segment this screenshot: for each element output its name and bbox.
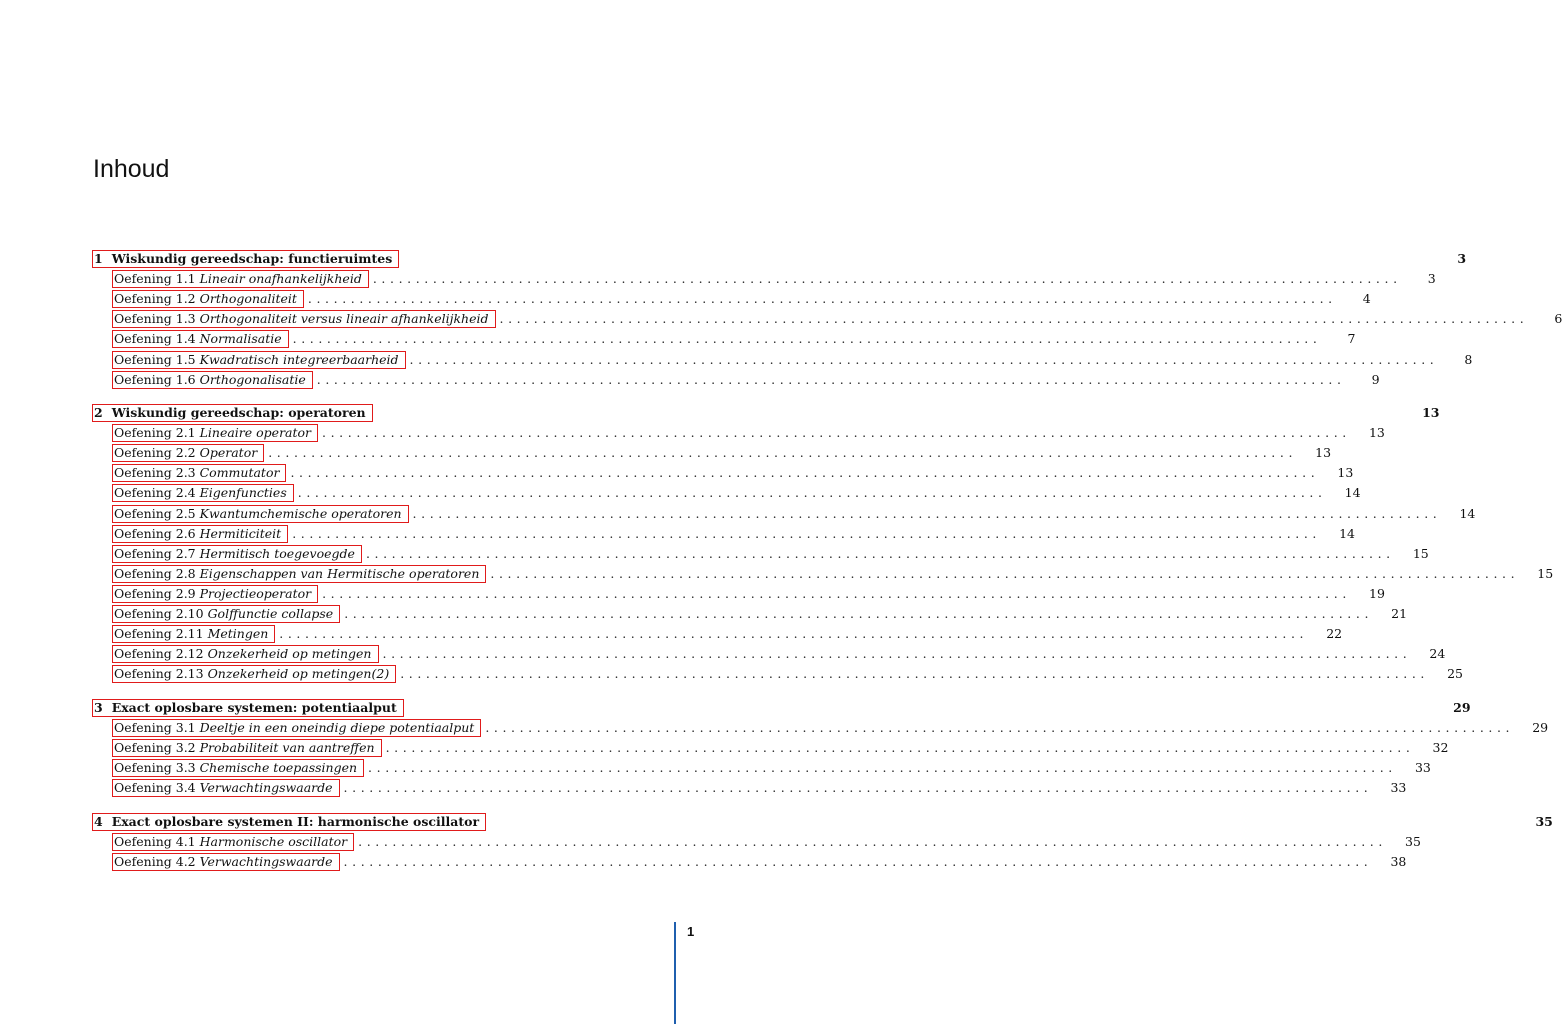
toc-entry-link[interactable]	[112, 779, 340, 797]
exercise-number: Oefening 1.3	[114, 311, 196, 327]
exercise-number: Oefening 2.13	[114, 666, 204, 682]
chapter-title: Exact oplosbare systemen II: harmonische oscillator	[111, 814, 480, 829]
exercise-number: Oefening 1.5	[114, 351, 196, 367]
toc-entry-row	[112, 269, 1436, 289]
dot-leader: ........................................................................................................................	[499, 311, 1529, 327]
dot-leader: ........................................................................................................................	[368, 760, 1397, 776]
toc-entry-link[interactable]	[112, 464, 286, 482]
dot-leader: ........................................................................................................................	[365, 545, 1395, 561]
exercise-number: Oefening 2.12	[114, 646, 204, 662]
toc-entry-row	[112, 852, 1407, 872]
toc-entry-link[interactable]	[112, 525, 288, 543]
exercise-title: Metingen	[207, 626, 269, 642]
exercise-title: Kwadratisch integreerbaarheid	[199, 351, 399, 367]
toc-chapter-row	[92, 249, 1467, 269]
dot-leader: ........................................................................................................................	[343, 854, 1373, 870]
toc-chapter-row	[92, 698, 1471, 718]
page-margin-rule	[674, 922, 676, 1024]
toc-chapter-link[interactable]	[92, 404, 373, 422]
chapter-title: Wiskundig gereedschap: functieruimtes	[111, 251, 393, 266]
dot-leader: ........................................................................................................................	[412, 505, 1442, 521]
chapter-title: Exact oplosbare systemen: potentiaalput	[111, 700, 397, 715]
exercise-title: Verwachtingswaarde	[199, 854, 333, 870]
chapter-page-number: 3	[1457, 251, 1467, 266]
toc-entry-row	[112, 718, 1549, 738]
entry-page-number: 3	[1427, 271, 1436, 287]
toc-entry-row	[112, 778, 1407, 798]
toc-chapter-link[interactable]	[92, 699, 404, 717]
dot-leader: ........................................................................................................................	[358, 834, 1387, 850]
toc-entry-row	[112, 758, 1431, 778]
toc-entry-row	[112, 370, 1380, 390]
entry-page-number: 6	[1554, 311, 1562, 327]
toc-entry-link[interactable]	[112, 351, 406, 369]
dot-leader: ........................................................................................................................	[292, 331, 1322, 347]
toc-entry-link[interactable]	[112, 505, 409, 523]
exercise-title: Projectieoperator	[199, 585, 312, 601]
chapter-number: 4	[94, 814, 103, 829]
toc-entry-row	[112, 564, 1554, 584]
dot-leader: ........................................................................................................................	[409, 351, 1439, 367]
toc-entry-link[interactable]	[112, 719, 481, 737]
dot-leader: ........................................................................................................................	[307, 291, 1337, 307]
entry-page-number: 15	[1537, 565, 1554, 581]
entry-page-number: 24	[1429, 646, 1446, 662]
chapter-title: Wiskundig gereedschap: operatoren	[111, 405, 366, 420]
toc-entry-row	[112, 624, 1343, 644]
exercise-number: Oefening 3.2	[114, 740, 196, 756]
entry-page-number: 35	[1405, 834, 1421, 850]
chapter-page-number: 35	[1535, 814, 1553, 829]
exercise-number: Oefening 2.8	[114, 565, 196, 581]
toc-entry-row	[112, 664, 1464, 684]
exercise-title: Commutator	[199, 465, 280, 481]
toc-entry-row	[112, 329, 1356, 349]
exercise-number: Oefening 3.4	[114, 780, 196, 796]
toc-entry-row	[112, 350, 1473, 370]
exercise-number: Oefening 2.7	[114, 545, 196, 561]
toc-entry-row	[112, 443, 1332, 463]
entry-page-number: 4	[1362, 291, 1371, 307]
dot-leader: ........................................................................................................................	[343, 780, 1373, 796]
exercise-title: Hermiticiteit	[199, 525, 282, 541]
dot-leader: ........................................................................................................................	[316, 371, 1346, 387]
exercise-title: Orthogonalisatie	[199, 371, 306, 387]
toc-entry-link[interactable]	[112, 665, 396, 683]
entry-page-number: 8	[1464, 351, 1473, 367]
toc-entry-link[interactable]	[112, 310, 496, 328]
entry-page-number: 38	[1390, 854, 1407, 870]
entry-page-number: 14	[1459, 505, 1476, 521]
exercise-number: Oefening 3.1	[114, 720, 196, 736]
dot-leader: ........................................................................................................................	[322, 425, 1351, 441]
toc-entry-link[interactable]	[112, 645, 379, 663]
exercise-number: Oefening 2.9	[114, 585, 196, 601]
toc-entry-link[interactable]	[112, 565, 486, 583]
exercise-number: Oefening 2.3	[114, 465, 196, 481]
toc-entry-link[interactable]	[112, 759, 364, 777]
toc-entry-link[interactable]	[112, 585, 318, 603]
chapter-number: 1	[94, 251, 103, 266]
exercise-number: Oefening 1.2	[114, 291, 196, 307]
exercise-title: Orthogonaliteit versus lineair afhankelijkheid	[199, 311, 489, 327]
dot-leader: ........................................................................................................................	[279, 626, 1309, 642]
entry-page-number: 22	[1326, 626, 1343, 642]
chapter-number: 3	[94, 700, 103, 715]
toc-entry-row	[112, 289, 1371, 309]
dot-leader: ........................................................................................................................	[400, 666, 1430, 682]
exercise-number: Oefening 3.3	[114, 760, 196, 776]
toc-entry-row	[112, 544, 1429, 564]
toc-entry-row	[112, 423, 1385, 443]
exercise-number: Oefening 4.2	[114, 854, 196, 870]
dot-leader: ........................................................................................................................	[485, 720, 1515, 736]
chapter-number: 2	[94, 405, 103, 420]
toc-entry-link[interactable]	[112, 545, 362, 563]
toc-entry-link[interactable]	[112, 290, 304, 308]
exercise-number: Oefening 2.5	[114, 505, 196, 521]
toc-entry-link[interactable]	[112, 371, 313, 389]
toc-entry-row	[112, 309, 1562, 329]
exercise-title: Hermitisch toegevoegde	[199, 545, 355, 561]
exercise-number: Oefening 2.1	[114, 425, 196, 441]
toc-entry-row	[112, 644, 1446, 664]
entry-page-number: 33	[1390, 780, 1407, 796]
entry-page-number: 13	[1315, 445, 1332, 461]
exercise-number: Oefening 2.2	[114, 445, 196, 461]
exercise-title: Deeltje in een oneindig diepe potentiaalput	[199, 720, 475, 736]
chapter-page-number: 29	[1453, 700, 1471, 715]
entry-page-number: 9	[1371, 371, 1380, 387]
toc-entry-link[interactable]	[112, 739, 382, 757]
exercise-number: Oefening 1.1	[114, 271, 196, 287]
exercise-title: Operator	[199, 445, 258, 461]
toc-entry-link[interactable]	[112, 625, 275, 643]
dot-leader: ........................................................................................................................	[385, 740, 1415, 756]
entry-page-number: 14	[1339, 525, 1356, 541]
entry-page-number: 21	[1391, 606, 1408, 621]
entry-page-number: 29	[1532, 720, 1549, 736]
page-title: Inhoud	[93, 155, 170, 183]
entry-page-number: 19	[1369, 585, 1385, 601]
exercise-number: Oefening 2.4	[114, 485, 196, 501]
toc-entry-link[interactable]	[112, 270, 369, 288]
exercise-title: Golffunctie collapse	[207, 606, 334, 621]
exercise-number: Oefening 1.6	[114, 371, 196, 387]
toc-chapter-link[interactable]	[92, 813, 486, 831]
toc-entry-row	[112, 483, 1361, 503]
exercise-title: Onzekerheid op metingen(2)	[207, 666, 390, 682]
toc-entry-row	[112, 604, 1408, 624]
exercise-title: Chemische toepassingen	[199, 760, 358, 776]
exercise-title: Kwantumchemische operatoren	[199, 505, 402, 521]
exercise-title: Eigenschappen van Hermitische operatoren	[199, 565, 480, 581]
dot-leader: ........................................................................................................................	[297, 485, 1327, 501]
exercise-title: Onzekerheid op metingen	[207, 646, 372, 662]
entry-page-number: 14	[1344, 485, 1361, 501]
dot-leader: ........................................................................................................................	[344, 606, 1374, 621]
entry-page-number: 13	[1368, 425, 1385, 441]
exercise-title: Harmonische oscillator	[199, 834, 348, 850]
toc-entry-link[interactable]	[112, 424, 318, 442]
dot-leader: ........................................................................................................................	[292, 525, 1322, 541]
exercise-number: Oefening 2.11	[114, 626, 204, 642]
dot-leader: ........................................................................................................................	[372, 271, 1402, 287]
exercise-title: Normalisatie	[199, 331, 282, 347]
exercise-number: Oefening 4.1	[114, 834, 196, 850]
toc-entry-link[interactable]	[112, 605, 340, 623]
toc-entry-link[interactable]	[112, 853, 340, 871]
dot-leader: ........................................................................................................................	[322, 585, 1351, 601]
exercise-number: Oefening 2.6	[114, 525, 196, 541]
toc-entry-row	[112, 584, 1385, 604]
toc-chapter-link[interactable]	[92, 250, 399, 268]
exercise-title: Eigenfuncties	[199, 485, 287, 501]
entry-page-number: 33	[1414, 760, 1431, 776]
exercise-title: Orthogonaliteit	[199, 291, 297, 307]
entry-page-number: 32	[1432, 740, 1449, 756]
chapter-page-number: 13	[1422, 405, 1440, 420]
toc-entry-row	[112, 504, 1476, 524]
exercise-title: Verwachtingswaarde	[199, 780, 333, 796]
toc-entry-row	[112, 832, 1421, 852]
entry-page-number: 25	[1447, 666, 1464, 682]
dot-leader: ........................................................................................................................	[268, 445, 1298, 461]
dot-leader: ........................................................................................................................	[382, 646, 1412, 662]
exercise-number: Oefening 1.4	[114, 331, 196, 347]
exercise-title: Probabiliteit van aantreffen	[199, 740, 375, 756]
exercise-title: Lineaire operator	[199, 425, 312, 441]
dot-leader: ........................................................................................................................	[290, 465, 1320, 481]
toc-entry-link[interactable]	[112, 833, 354, 851]
entry-page-number: 15	[1412, 545, 1429, 561]
page-number: 1	[687, 924, 695, 939]
toc-entry-link[interactable]	[112, 484, 294, 502]
toc-chapter-row	[92, 812, 1553, 832]
exercise-title: Lineair onafhankelijkheid	[199, 271, 362, 287]
toc-entry-row	[112, 463, 1354, 483]
dot-leader: ........................................................................................................................	[490, 565, 1520, 581]
toc-entry-link[interactable]	[112, 330, 289, 348]
entry-page-number: 13	[1337, 465, 1354, 481]
toc-chapter-row	[92, 403, 1440, 423]
toc-entry-row	[112, 524, 1356, 544]
exercise-number: Oefening 2.10	[114, 606, 204, 621]
toc-entry-link[interactable]	[112, 444, 264, 462]
toc-entry-row	[112, 738, 1449, 758]
entry-page-number: 7	[1347, 331, 1356, 347]
